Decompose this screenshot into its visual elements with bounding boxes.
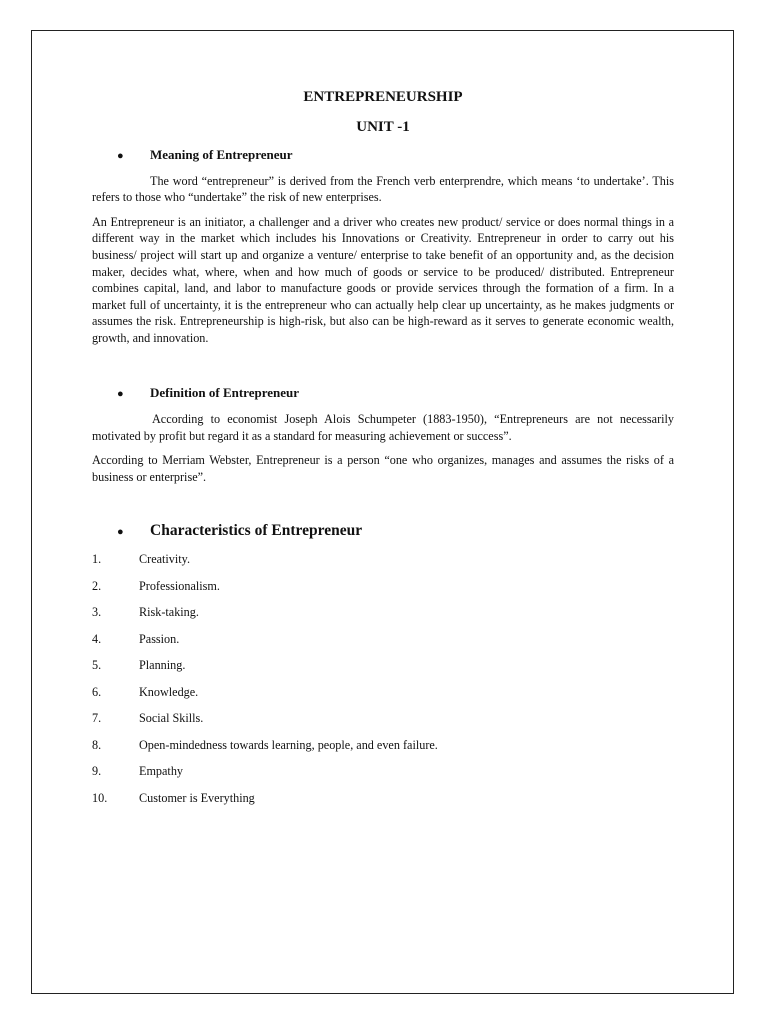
list-item: [92, 737, 674, 764]
bullet-icon: ●: [117, 387, 124, 400]
list-item: [92, 604, 674, 631]
list-number: 1.: [92, 552, 102, 567]
list-item: [92, 631, 674, 658]
list-number: 2.: [92, 578, 102, 593]
section-heading-characteristics: [92, 523, 674, 541]
section-heading-text: Definition of Entrepreneur: [150, 384, 300, 400]
list-text: Passion.: [139, 631, 180, 646]
list-text: Knowledge.: [139, 684, 199, 699]
section-heading-text: Characteristics of Entrepreneur: [150, 521, 363, 539]
paragraph: An Entrepreneur is an initiator, a challenger and a driver who creates new product/ service or does normal things in a different way in the market which includes his Innovations or Creativity. Entrepreneur in order to carry out his business/ project will start up and organize a venture/ enterprise to take benefit of an opportunity and, as the decision maker, decides what, where, when and how much of goods or service to be produced/ distributed. Entrepreneur combines capital, land, and labor to manufacture goods or provide services through the formation of a firm. In a market full of uncertainty, it is the entrepreneur who can actually help clear up uncertainty, as he makes judgments or assumes the risk. Entrepreneurship is high-risk, but also can be high-reward as it serves to generate economic wealth, growth, and innovation.: [92, 214, 674, 345]
list-text: Planning.: [139, 658, 186, 673]
list-item: [92, 657, 674, 684]
list-number: 8.: [92, 737, 102, 752]
list-number: 6.: [92, 684, 102, 699]
list-item: [92, 790, 674, 817]
section-heading-definition: [92, 385, 674, 403]
list-text: Customer is Everything: [139, 790, 255, 805]
list-text: Risk-taking.: [139, 605, 199, 620]
list-item: [92, 578, 674, 605]
list-text: Open-mindedness towards learning, people, and even failure.: [139, 737, 438, 752]
section-heading-text: Meaning of Entrepreneur: [150, 147, 293, 162]
document-content: [92, 88, 674, 816]
list-text: Creativity.: [139, 552, 190, 567]
bullet-icon: ●: [117, 150, 124, 162]
paragraph: The word “entrepreneur” is derived from the French verb enterprendre, which means ‘to undertake’. This refers to those who “undertake” the risk of new enterprises.: [92, 173, 674, 205]
list-number: 3.: [92, 605, 102, 620]
list-number: 9.: [92, 764, 102, 779]
document-title: ENTREPRENEURSHIP: [303, 89, 463, 105]
section-heading-meaning: [92, 147, 674, 165]
list-number: 5.: [92, 658, 102, 673]
list-text: Professionalism.: [139, 578, 220, 593]
bullet-icon: ●: [117, 525, 124, 538]
paragraph: According to Merriam Webster, Entrepreneur is a person “one who organizes, manages and assumes the risks of a business or enterprise”.: [92, 453, 674, 484]
list-number: 7.: [92, 711, 102, 726]
list-text: Empathy: [139, 764, 184, 779]
unit-heading: UNIT -1: [356, 119, 410, 135]
paragraph: According to economist Joseph Alois Schumpeter (1883-1950), “Entrepreneurs are not necessarily motivated by profit but regard it as a standard for measuring achievement or success”.: [92, 412, 674, 443]
list-item: [92, 684, 674, 711]
list-item: [92, 710, 674, 737]
list-number: 4.: [92, 631, 102, 646]
characteristics-list: [92, 551, 674, 816]
list-number: 10.: [92, 790, 108, 805]
list-item: [92, 551, 674, 578]
list-item: [92, 763, 674, 790]
list-text: Social Skills.: [139, 711, 204, 726]
